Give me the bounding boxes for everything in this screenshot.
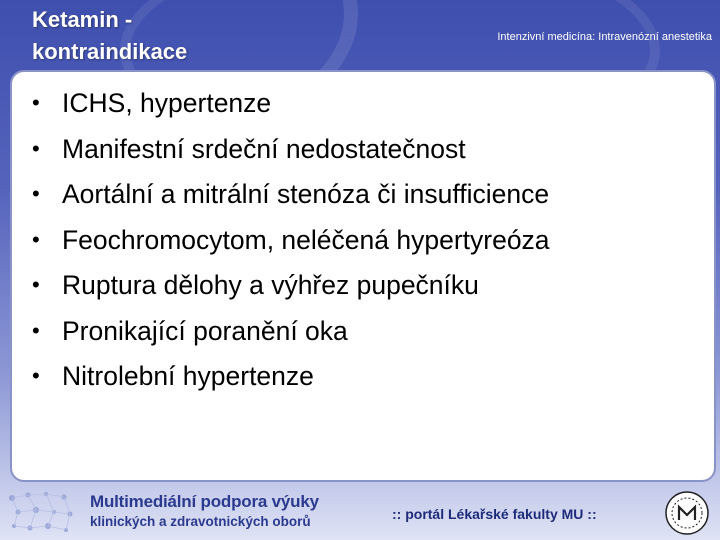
bullet-list: [32, 86, 550, 405]
slide-title: Ketamin - kontraindikace: [32, 7, 188, 64]
network-dots-icon: [6, 490, 78, 536]
bullet-text: Nitrolební hypertenze: [62, 361, 314, 391]
bullet-item: [32, 132, 550, 178]
slide-footer: [0, 486, 720, 540]
bullet-item: [32, 223, 550, 269]
bullet-item: [32, 359, 550, 405]
bullet-item: [32, 86, 550, 132]
bullet-text: Pronikající poranění oka: [62, 315, 348, 346]
bullet-dot: •: [32, 90, 40, 115]
logo-title: Multimediální podpora výuky: [90, 492, 319, 511]
bullet-dot: •: [32, 363, 40, 388]
university-seal-icon: [664, 490, 710, 536]
course-subtitle: Intenzivní medicína: Intravenózní anestetika: [497, 31, 712, 43]
bullet-text: ICHS, hypertenze: [62, 88, 272, 118]
logo-subtitle: klinických a zdravotnických oborů: [90, 514, 311, 529]
content-panel: [10, 70, 716, 482]
bullet-dot: •: [32, 272, 40, 297]
bullet-item: [32, 268, 550, 314]
bullet-dot: •: [32, 135, 40, 161]
bullet-text: Ruptura dělohy a výhřez pupečníku: [62, 270, 479, 300]
bullet-text: Feochromocytom, neléčená hypertyreóza: [62, 224, 550, 255]
bullet-text: Manifestní srdeční nedostatečnost: [62, 133, 466, 164]
portal-link[interactable]: :: portál Lékařské fakulty MU ::: [392, 506, 597, 522]
bullet-dot: •: [32, 317, 40, 343]
bullet-dot: •: [32, 226, 40, 252]
bullet-item: [32, 177, 550, 223]
bullet-text: Aortální a mitrální stenóza či insufficience: [62, 179, 550, 209]
bullet-item: [32, 314, 550, 360]
bullet-dot: •: [32, 181, 40, 206]
slide-header: [0, 0, 720, 70]
